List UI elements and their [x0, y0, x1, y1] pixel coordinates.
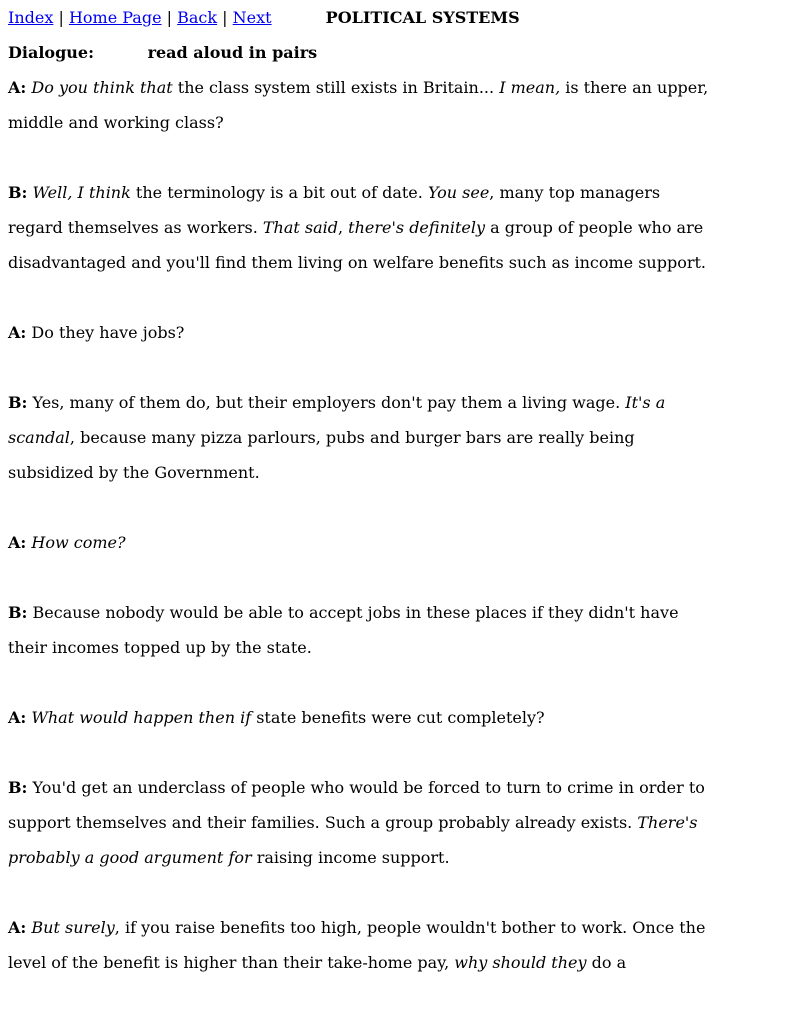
dialogue-line	[8, 315, 718, 350]
page-title: POLITICAL SYSTEMS	[325, 8, 520, 27]
speaker-label: A:	[8, 708, 27, 727]
speech-text: the class system still exists in Britain...	[172, 78, 500, 97]
speaker-label: A:	[8, 78, 27, 97]
speaker-label: A:	[8, 533, 27, 552]
dialogue-label: Dialogue:	[8, 43, 94, 62]
nav-separator: |	[222, 8, 228, 27]
phrase-highlight: I mean,	[499, 78, 561, 97]
next-link[interactable]: Next	[232, 8, 272, 27]
speech-text: , if you raise benefits too high, people wouldn't bother to work. Once the level of the benefit is higher than their take-home pay,	[8, 918, 706, 972]
speaker-label: B:	[8, 393, 28, 412]
phrase-highlight: What would happen then if	[31, 708, 252, 727]
speech-text: raising income support.	[251, 848, 450, 867]
speech-text: , many top managers regard themselves as workers.	[8, 183, 661, 237]
phrase-highlight: But surely	[31, 918, 115, 937]
dialogue-line	[8, 595, 718, 665]
speaker-label: B:	[8, 603, 28, 622]
dialogue-line	[8, 175, 718, 280]
top-navigation	[8, 0, 792, 35]
speech-text: Do they have jobs?	[31, 323, 185, 342]
dialogue-line	[8, 700, 718, 735]
phrase-highlight: why should they	[454, 953, 587, 972]
back-link[interactable]: Back	[177, 8, 218, 27]
speaker-label: B:	[8, 183, 28, 202]
dialogue-line	[8, 525, 718, 560]
phrase-highlight: Well, I think	[32, 183, 131, 202]
section-heading	[8, 35, 792, 70]
speech-text: state benefits were cut completely?	[251, 708, 545, 727]
instruction-note: read aloud in pairs	[147, 43, 318, 62]
speech-text: You'd get an underclass of people who would be forced to turn to crime in order to support themselves and their families. Such a group probably already exists.	[8, 778, 705, 832]
speech-text: Yes, many of them do, but their employers don't pay them a living wage.	[32, 393, 626, 412]
speaker-label: A:	[8, 323, 27, 342]
speaker-label: B:	[8, 778, 28, 797]
dialogue-line	[8, 70, 718, 140]
dialogue-line	[8, 385, 718, 490]
speech-text: a group of people who are disadvantaged and you'll find them living on welfare benefits such as income support.	[8, 218, 706, 272]
dialogue-text	[8, 70, 792, 980]
speech-text: ,	[338, 218, 349, 237]
phrase-highlight: How come?	[31, 533, 126, 552]
nav-separator: |	[166, 8, 173, 27]
nav-separator: |	[58, 8, 64, 27]
speech-text: is there an upper, middle and working class?	[8, 78, 709, 132]
speech-text: the terminology is a bit out of date.	[130, 183, 428, 202]
phrase-highlight: That said	[262, 218, 338, 237]
phrase-highlight: There's probably a good argument for	[8, 813, 698, 867]
phrase-highlight: Do you think that	[31, 78, 173, 97]
dialogue-line	[8, 910, 718, 980]
speaker-label: A:	[8, 918, 27, 937]
phrase-highlight: It's a scandal	[8, 393, 666, 447]
speech-text: , because many pizza parlours, pubs and burger bars are really being subsidized by the Government.	[8, 428, 635, 482]
phrase-highlight: there's definitely	[348, 218, 486, 237]
speech-text: do a	[586, 953, 627, 972]
index-link[interactable]: Index	[8, 8, 54, 27]
home-page-link[interactable]: Home Page	[68, 8, 162, 27]
phrase-highlight: You see	[427, 183, 490, 202]
speech-text: Because nobody would be able to accept jobs in these places if they didn't have their incomes topped up by the state.	[8, 603, 679, 657]
dialogue-line	[8, 770, 718, 875]
